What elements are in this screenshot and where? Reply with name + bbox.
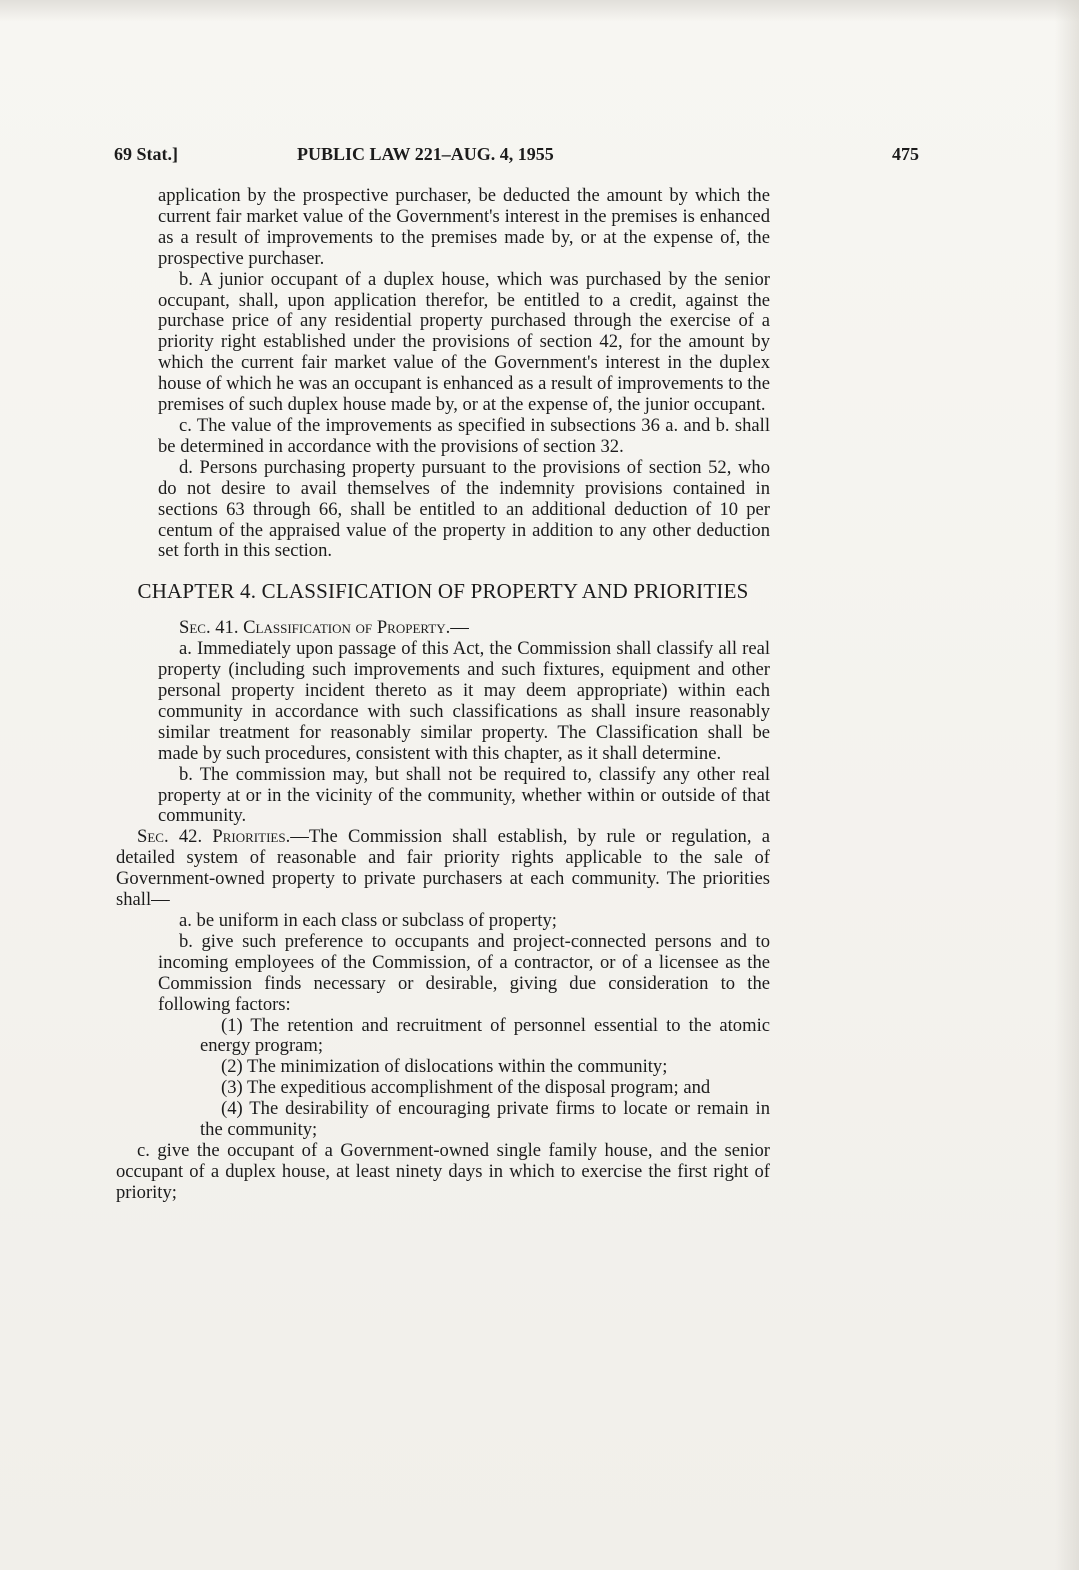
sec42-factor-1: (1) The retention and recruitment of personnel essential to the atomic energy program;: [200, 1014, 770, 1057]
sec42-subsection-a: a. be uniform in each class or subclass of property;: [179, 910, 557, 931]
scan-top-shadow: [0, 0, 1079, 22]
sec40-subsection-b: b. A junior occupant of a duplex house, which was purchased by the senior occupant, shall, upon application therefor, be entitled to a credit, against the purchase price of any residential property purchased through the exercise of a priority right established under the provisions of section 42, for the amount by which the current fair market value of the Government's interest in the duplex house of which he was an occupant is enhanced as a result of improvements to the premises of such duplex house made by, or at the expense of, the junior occupant.: [158, 268, 770, 416]
sec41-heading: [116, 618, 770, 639]
page-number: 475: [892, 144, 919, 164]
running-header: [114, 144, 919, 170]
sec40-subsection-c: c. The value of the improvements as specified in subsections 36 a. and b. shall be determined in accordance with the provisions of section 32.: [158, 414, 770, 457]
sec40-subsection-d: d. Persons purchasing property pursuant to the provisions of section 52, who do not desire to avail themselves of the indemnity provisions contained in sections 63 through 66, shall be entitled to an additional deduction of 10 per centum of the appraised value of the property in addition to any other deduction set forth in this section.: [158, 456, 770, 562]
sec42-label: Sec. 42.: [137, 826, 203, 848]
sec42-paragraph: [116, 827, 770, 911]
sec41-label: Sec. 41.: [179, 617, 239, 639]
sec41-subsection-b: b. The commission may, but shall not be required to, classify any other real property at or in the vicinity of the community, whether within or outside of that community.: [158, 763, 770, 827]
sec40-continuation: application by the prospective purchaser, be deducted the amount by which the current fair market value of the Government's interest in the premises is enhanced as a result of improvements to the premises made by, or at the expense of, the prospective purchaser.: [158, 185, 770, 269]
law-title: PUBLIC LAW 221–AUG. 4, 1955: [297, 144, 554, 164]
sec42-factor-3: (3) The expeditious accomplishment of the disposal program; and: [221, 1077, 711, 1099]
sec42-subsection-c: c. give the occupant of a Government-owned single family house, and the senior occupant of a duplex house, at least ninety days in which to exercise the first right of priority;: [116, 1139, 770, 1203]
sec42-title: Priorities.: [212, 826, 291, 848]
sec41-subsection-a: a. Immediately upon passage of this Act, the Commission shall classify all real property (including such improvements and such fixtures, equipment and other personal property incident thereto as it may deem appropriate) within each community in accordance with such classifications as shall insure reasonably similar treatment for reasonably similar property. The Classification shall be made by such procedures, consistent with this chapter, as it shall determine.: [158, 638, 770, 764]
scan-edge-shadow: [1055, 0, 1079, 1570]
sec42-intro: —The Commission shall establish, by rule or regulation, a detailed system of reasonable and fair priority rights applicable to the sale of Government-owned property to private purchasers at each community. The priorities shall—: [116, 826, 771, 911]
sec42-factor-2: (2) The minimization of dislocations within the community;: [221, 1056, 668, 1078]
chapter-heading: CHAPTER 4. CLASSIFICATION OF PROPERTY AND PRIORITIES: [137, 579, 749, 604]
volume-citation: 69 Stat.]: [114, 144, 178, 164]
sec42-subsection-b: b. give such preference to occupants and project-connected persons and to incoming employees of the Commission, of a contractor, or of a licensee as the Commission finds necessary or desirable, giving due consideration to the following factors:: [158, 930, 770, 1015]
sec41-title: Classification of Property.—: [243, 617, 469, 639]
sec42-factor-4: (4) The desirability of encouraging private firms to locate or remain in the community;: [200, 1098, 770, 1141]
statute-text: [116, 186, 770, 1204]
